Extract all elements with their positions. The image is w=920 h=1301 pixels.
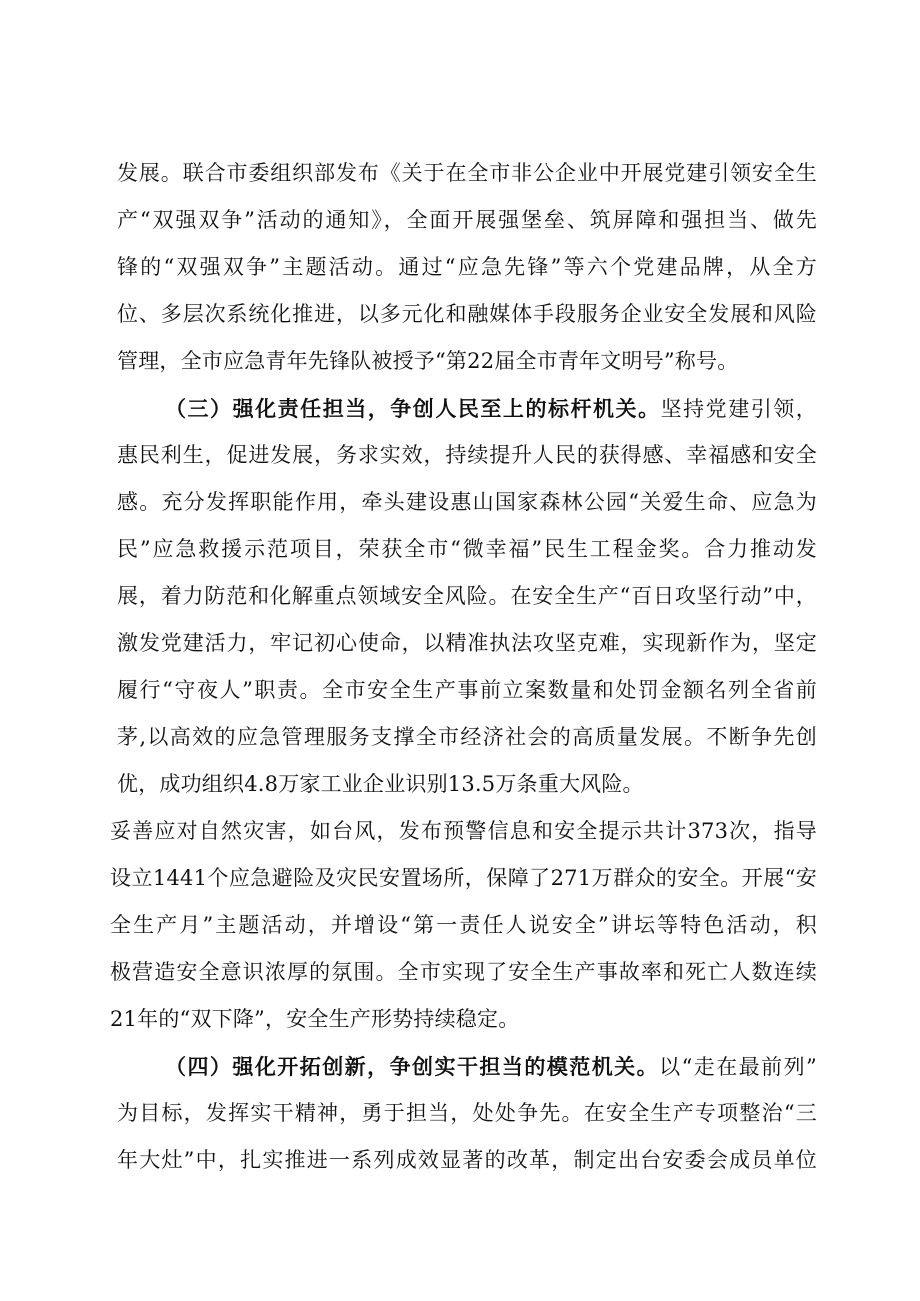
text-line: 展，着力防范和化解重点领域安全风险。在安全生产“百日攻坚行动”中， xyxy=(117,584,817,608)
text-line xyxy=(117,385,817,432)
paragraph-4 xyxy=(117,1043,817,1184)
paragraph-2 xyxy=(117,385,817,808)
text-line: 茅,以高效的应急管理服务支撑全市经济社会的高质量发展。不断争先创 xyxy=(117,725,817,749)
text-line: 民”应急救援示范项目，荣获全市“微幸福”民生工程金奖。合力推动发 xyxy=(117,537,817,561)
text-line: 位、多层次系统化推进，以多元化和融媒体手段服务企业安全发展和风险 xyxy=(117,302,817,326)
text-line: 惠民利生，促进发展，务求实效，持续提升人民的获得感、幸福感和安全 xyxy=(117,443,817,467)
text-line: 锋的“双强双争”主题活动。通过“应急先锋”等六个党建品牌，从全方 xyxy=(117,255,817,279)
text-line: 为目标，发挥实干精神，勇于担当，处处争先。在安全生产专项整治“三 xyxy=(117,1101,817,1125)
text-line: 年大灶”中，扎实推进一系列成效显著的改革，制定出台安委会成员单位 xyxy=(117,1148,817,1172)
text-line: 履行“守夜人”职责。全市安全生产事前立案数量和处罚金额名列全省前 xyxy=(117,678,817,702)
text-line: 感。充分发挥职能作用，牵头建设惠山国家森林公园“关爱生命、应急为 xyxy=(117,490,817,514)
text-line: 全生产月”主题活动，并增设“第一责任人说安全”讲坛等特色活动，积 xyxy=(110,913,817,937)
text-line: 激发党建活力，牢记初心使命，以精准执法攻坚克难，实现新作为，坚定 xyxy=(117,631,817,655)
text-line: 管理，全市应急青年先锋队被授予“第22届全市青年文明号”称号。 xyxy=(117,349,739,373)
section-heading-3: （三）强化责任担当，争创人民至上的标杆机关。 xyxy=(165,396,661,421)
text-line: 优，成功组织4.8万家工业企业识别13.5万条重大风险。 xyxy=(117,772,644,796)
text-line: 极营造安全意识浓厚的氛围。全市实现了安全生产事故率和死亡人数连续 xyxy=(110,960,817,984)
paragraph-3 xyxy=(110,808,817,1043)
text-line: 妥善应对自然灾害，如台风，发布预警信息和安全提示共计373次，指导 xyxy=(110,819,817,843)
paragraph-1 xyxy=(117,150,817,385)
text-line: 设立1441个应急避险及灾民安置场所，保障了271万群众的安全。开展“安 xyxy=(110,866,817,890)
heading-continuation: 坚持党建引领， xyxy=(660,397,817,421)
section-heading-4: （四）强化开拓创新，争创实干担当的模范机关。 xyxy=(165,1054,660,1079)
text-line: 发展。联合市委组织部发布《关于在全市非公企业中开展党建引领安全生 xyxy=(117,161,817,185)
text-line xyxy=(117,1043,817,1090)
heading-continuation: 以“走在最前列” xyxy=(659,1055,817,1079)
text-line: 产“双强双争”活动的通知》，全面开展强堡垒、筑屏障和强担当、做先 xyxy=(117,208,817,232)
document-page xyxy=(110,150,817,1184)
text-line: 21年的“双下降”，安全生产形势持续稳定。 xyxy=(110,1007,520,1031)
